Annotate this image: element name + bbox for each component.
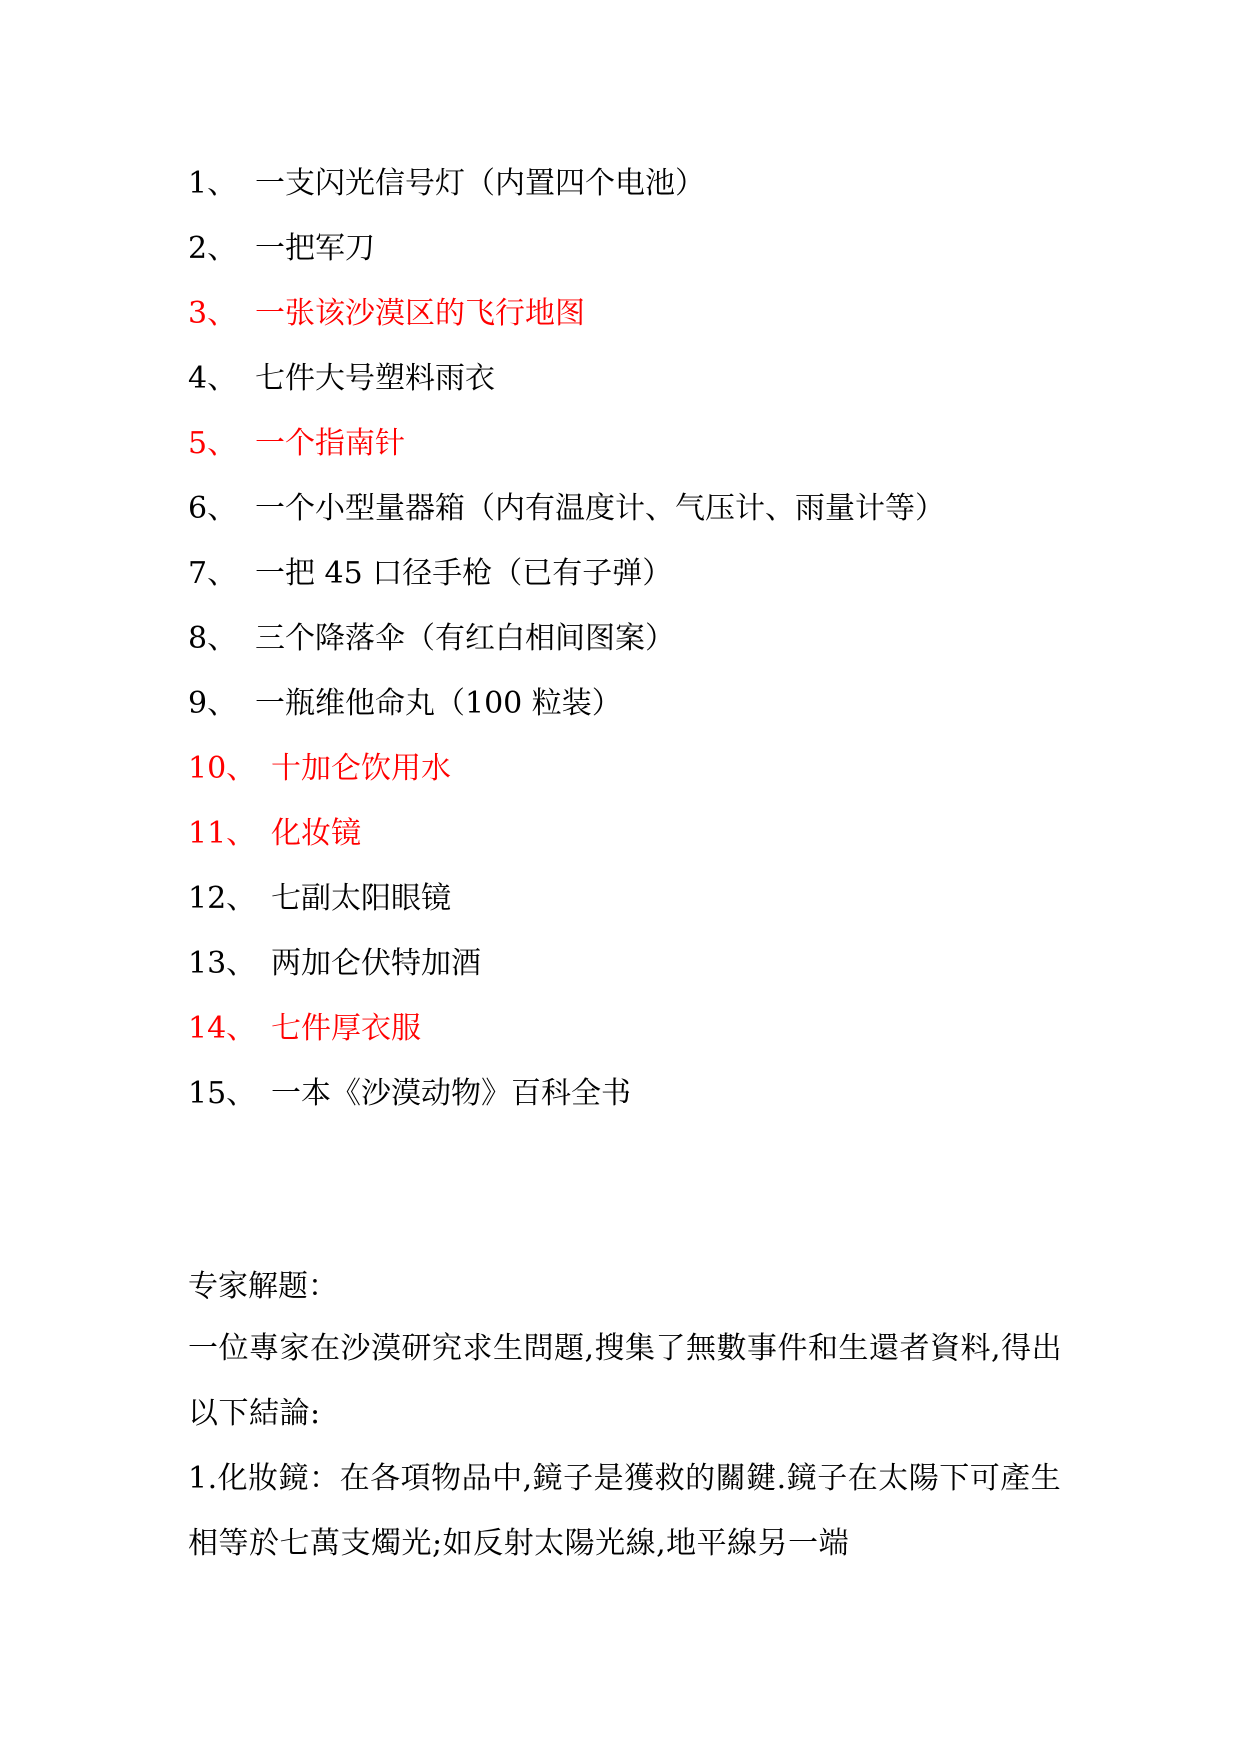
survival-items-list — [188, 158, 1088, 1133]
expert-point-1: 1.化妝鏡：在各項物品中,鏡子是獲救的關鍵.鏡子在太陽下可產生相等於七萬支燭光;如反射太陽光線,地平線另一端 — [188, 1461, 1062, 1561]
item-text: 一把军刀 — [255, 231, 375, 266]
item-text: 一把 45 口径手枪（已有子弹） — [255, 556, 673, 591]
expert-answer-section — [188, 1258, 1068, 1576]
list-item — [188, 288, 1088, 353]
list-item — [188, 223, 1088, 288]
list-item — [188, 1003, 1088, 1068]
item-number: 5、 — [188, 426, 238, 461]
item-number: 6、 — [188, 491, 238, 526]
item-number: 1、 — [188, 166, 238, 201]
item-text: 一个小型量器箱（内有温度计、气压计、雨量计等） — [255, 491, 945, 526]
expert-title: 专家解题： — [188, 1269, 338, 1304]
item-text: 七副太阳眼镜 — [271, 881, 451, 916]
list-item — [188, 353, 1088, 418]
list-item — [188, 483, 1088, 548]
item-number: 12、 — [188, 881, 257, 916]
item-text: 一张该沙漠区的飞行地图 — [255, 296, 585, 331]
item-text: 两加仑伏特加酒 — [271, 946, 481, 981]
list-item — [188, 938, 1088, 1003]
list-item — [188, 158, 1088, 223]
list-item — [188, 613, 1088, 678]
list-item — [188, 418, 1088, 483]
item-text: 一本《沙漠动物》百科全书 — [271, 1076, 631, 1111]
item-number: 15、 — [188, 1076, 257, 1111]
item-number: 10、 — [188, 751, 257, 786]
item-text: 十加仑饮用水 — [271, 751, 451, 786]
item-text: 一个指南针 — [255, 426, 405, 461]
item-number: 14、 — [188, 1011, 257, 1046]
item-number: 3、 — [188, 296, 238, 331]
item-text: 化妆镜 — [271, 816, 361, 851]
item-text: 七件厚衣服 — [271, 1011, 421, 1046]
list-item — [188, 808, 1088, 873]
list-item — [188, 548, 1088, 613]
list-item — [188, 1068, 1088, 1133]
list-item — [188, 678, 1088, 743]
item-text: 七件大号塑料雨衣 — [255, 361, 495, 396]
item-number: 11、 — [188, 816, 257, 851]
item-text: 一支闪光信号灯（内置四个电池） — [255, 166, 705, 201]
item-number: 2、 — [188, 231, 238, 266]
item-number: 13、 — [188, 946, 257, 981]
list-item — [188, 743, 1088, 808]
list-item — [188, 873, 1088, 938]
item-number: 4、 — [188, 361, 238, 396]
item-number: 8、 — [188, 621, 238, 656]
item-number: 7、 — [188, 556, 238, 591]
item-number: 9、 — [188, 686, 238, 721]
item-text: 一瓶维他命丸（100 粒装） — [255, 686, 622, 721]
expert-intro-paragraph: 一位專家在沙漠研究求生問題,搜集了無數事件和生還者資料,得出以下結論: — [188, 1331, 1063, 1431]
item-text: 三个降落伞（有红白相间图案） — [255, 621, 675, 656]
